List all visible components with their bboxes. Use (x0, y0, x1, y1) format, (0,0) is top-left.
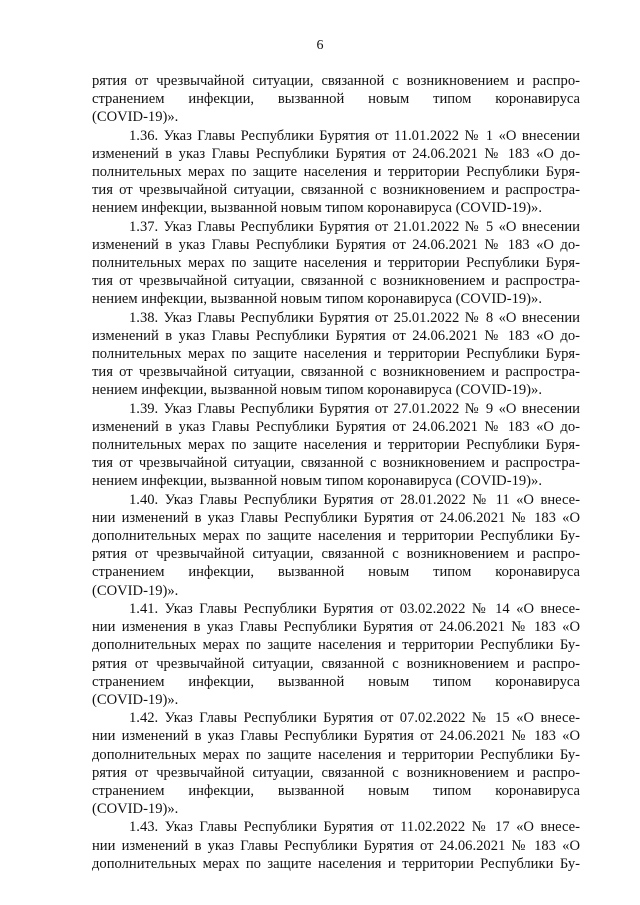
text-line: нии изменений в указ Главы Республики Бурятия от 24.06.2021 № 183 «О (92, 837, 580, 854)
text-line: 1.36. Указ Главы Республики Бурятия от 11.01.2022 № 1 «О внесении (129, 127, 580, 144)
text-line: рятия от чрезвычайной ситуации, связанной с возникновением и распро- (92, 73, 580, 89)
text-line: дополнительных мерах по защите населения и территории Республики Бу- (92, 637, 580, 654)
text-line: странением инфекции, вызванной новым типом коронавируса (92, 782, 580, 799)
paragraph (92, 709, 580, 818)
text-line: тия от чрезвычайной ситуации, связанной с возникновением и распростра- (92, 364, 580, 381)
text-line: (COVID-19)». (92, 691, 179, 708)
text-line: полнительных мерах по защите населения и территории Республики Буря- (92, 255, 580, 272)
text-line: нением инфекции, вызванной новым типом коронавируса (COVID-19)». (92, 291, 542, 308)
text-line: рятия от чрезвычайной ситуации, связанной с возникновением и распро- (92, 655, 580, 672)
text-line: (COVID-19)». (92, 801, 179, 818)
text-line: дополнительных мерах по защите населения и территории Республики Бу- (92, 855, 580, 872)
text-line: 1.38. Указ Главы Республики Бурятия от 25.01.2022 № 8 «О внесении (129, 309, 580, 326)
text-line: дополнительных мерах по защите населения и территории Республики Бу- (92, 528, 580, 545)
text-line: рятия от чрезвычайной ситуации, связанной с возникновением и распро- (92, 546, 580, 563)
page-number: 6 (316, 38, 324, 53)
text-line: полнительных мерах по защите населения и территории Республики Буря- (92, 164, 580, 181)
paragraph (92, 309, 580, 400)
paragraph (92, 218, 580, 309)
text-line: изменений в указ Главы Республики Бурятия от 24.06.2021 № 183 «О до- (92, 327, 580, 344)
text-line: 1.41. Указ Главы Республики Бурятия от 03.02.2022 № 14 «О внесе- (129, 600, 580, 617)
paragraph (92, 127, 580, 218)
paragraph (92, 600, 580, 709)
text-line: нением инфекции, вызванной новым типом коронавируса (COVID-19)». (92, 473, 542, 490)
text-line: нением инфекции, вызванной новым типом коронавируса (COVID-19)». (92, 200, 542, 217)
text-line: 1.42. Указ Главы Республики Бурятия от 07.02.2022 № 15 «О внесе- (129, 710, 580, 727)
text-line: 1.37. Указ Главы Республики Бурятия от 21.01.2022 № 5 «О внесении (129, 218, 580, 235)
text-line: 1.43. Указ Главы Республики Бурятия от 11.02.2022 № 17 «О внесе- (129, 819, 580, 836)
text-line: нии изменений в указ Главы Республики Бурятия от 24.06.2021 № 183 «О (92, 509, 580, 526)
text-line: 1.40. Указ Главы Республики Бурятия от 28.01.2022 № 11 «О внесе- (129, 491, 580, 508)
text-line: полнительных мерах по защите населения и территории Республики Буря- (92, 437, 580, 454)
paragraph (92, 818, 580, 873)
paragraph (92, 491, 580, 600)
text-line: тия от чрезвычайной ситуации, связанной с возникновением и распростра- (92, 273, 580, 290)
text-line: рятия от чрезвычайной ситуации, связанной с возникновением и распро- (92, 764, 580, 781)
text-line: дополнительных мерах по защите населения и территории Республики Бу- (92, 746, 580, 763)
text-line: 1.39. Указ Главы Республики Бурятия от 27.01.2022 № 9 «О внесении (129, 400, 580, 417)
text-line: изменений в указ Главы Республики Бурятия от 24.06.2021 № 183 «О до- (92, 145, 580, 162)
text-line: полнительных мерах по защите населения и территории Республики Буря- (92, 346, 580, 363)
text-line: странением инфекции, вызванной новым типом коронавируса (92, 564, 580, 581)
paragraph (92, 72, 580, 127)
paragraph (92, 400, 580, 491)
text-line: нением инфекции, вызванной новым типом коронавируса (COVID-19)». (92, 382, 542, 399)
text-line: странением инфекции, вызванной новым типом коронавируса (92, 91, 580, 108)
text-line: нии изменения в указ Главы Республики Бурятия от 24.06.2021 № 183 «О (92, 619, 580, 636)
text-line: (COVID-19)». (92, 109, 179, 126)
text-line: странением инфекции, вызванной новым типом коронавируса (92, 673, 580, 690)
text-line: изменений в указ Главы Республики Бурятия от 24.06.2021 № 183 «О до- (92, 418, 580, 435)
text-line: тия от чрезвычайной ситуации, связанной с возникновением и распростра- (92, 455, 580, 472)
text-line: нии изменений в указ Главы Республики Бурятия от 24.06.2021 № 183 «О (92, 728, 580, 745)
text-line: изменений в указ Главы Республики Бурятия от 24.06.2021 № 183 «О до- (92, 236, 580, 253)
text-line: (COVID-19)». (92, 582, 179, 599)
text-line: тия от чрезвычайной ситуации, связанной с возникновением и распростра- (92, 182, 580, 199)
document-body (92, 72, 580, 873)
